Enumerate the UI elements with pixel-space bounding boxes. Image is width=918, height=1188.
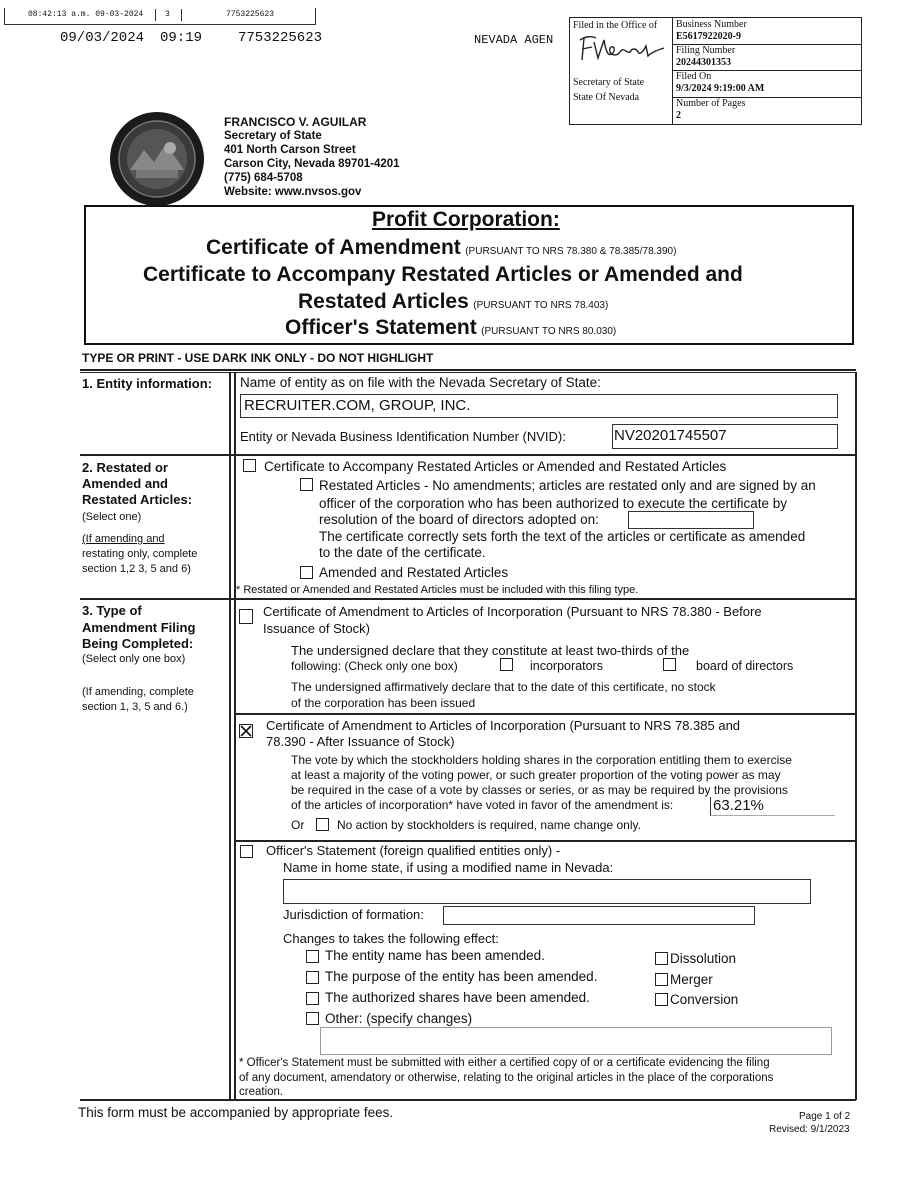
after-issuance-title-2: 78.390 - After Issuance of Stock) (266, 734, 455, 749)
board-of-directors-checkbox[interactable] (663, 658, 676, 671)
sos-city: Carson City, Nevada 89701-4201 (224, 158, 400, 170)
title-line4 (298, 290, 608, 314)
section3-label-1: 3. Type of (82, 603, 142, 618)
officers-statement-title: Officer's Statement (foreign qualified entities only) - (266, 843, 561, 858)
section2-note-1: (If amending and (82, 533, 165, 545)
section3-note-2: section 1, 3, 5 and 6.) (82, 701, 188, 713)
amended-restated-checkbox[interactable] (300, 566, 313, 579)
section3-select-one: (Select only one box) (82, 653, 186, 665)
entity-name-input[interactable] (240, 394, 838, 418)
filing-number: 20244301353 (676, 57, 731, 68)
fax-small-page: 3 (165, 10, 170, 19)
authorized-shares-checkbox[interactable] (306, 992, 319, 1005)
before-issuance-body-2: following: (Check only one box) (291, 659, 458, 673)
signature-image (572, 32, 668, 66)
restated-articles-line1: Restated Articles - No amendments; articles are restated only and are signed by an (319, 478, 816, 493)
instruction-text: TYPE OR PRINT - USE DARK INK ONLY - DO NOT HIGHLIGHT (82, 351, 434, 365)
section1-label: 1. Entity information: (82, 376, 212, 391)
business-number-label: Business Number (676, 19, 747, 30)
other-changes-checkbox[interactable] (306, 1012, 319, 1025)
restated-articles-line5: to the date of the certificate. (319, 545, 486, 560)
title-line2-sub: (PURSUANT TO NRS 78.380 & 78.385/78.390) (465, 246, 677, 257)
title-line3: Certificate to Accompany Restated Articles or Amended and (143, 263, 743, 286)
incorporators-label: incorporators (530, 659, 603, 673)
dissolution-label: Dissolution (670, 951, 737, 966)
entity-name-label: Name of entity as on file with the Nevada Secretary of State: (240, 375, 601, 390)
incorporators-checkbox[interactable] (500, 658, 513, 671)
title-profit-corporation: Profit Corporation: (372, 208, 560, 231)
conversion-label: Conversion (670, 992, 739, 1007)
restated-articles-line2: officer of the corporation who has been authorized to execute the certificate by (319, 496, 788, 511)
purpose-amended-label: The purpose of the entity has been amended. (325, 969, 598, 984)
before-issuance-body-4: of the corporation has been issued (291, 696, 476, 710)
sos-title: Secretary of State (224, 130, 322, 142)
sos-phone: (775) 684-5708 (224, 172, 303, 184)
title-officers-statement: Officer's Statement (285, 316, 477, 339)
dissolution-checkbox[interactable] (655, 952, 668, 965)
restated-certificate-label: Certificate to Accompany Restated Articles or Amended and Restated Articles (264, 459, 727, 474)
section2-label-1: 2. Restated or (82, 460, 168, 475)
fees-note: This form must be accompanied by appropriate fees. (78, 1105, 394, 1120)
title-restated-articles: Restated Articles (298, 290, 469, 313)
merger-label: Merger (670, 972, 713, 987)
before-issuance-body-3: The undersigned affirmatively declare that to the date of this certificate, no stock (291, 680, 716, 694)
filing-secretary: Secretary of State (573, 77, 645, 88)
sos-website: Website: www.nvsos.gov (224, 186, 362, 198)
section2-select-one: (Select one) (82, 511, 142, 523)
amended-restated-label: Amended and Restated Articles (319, 565, 509, 580)
home-state-name-label: Name in home state, if using a modified name in Nevada: (283, 860, 614, 875)
section3-note-1: (If amending, complete (82, 686, 194, 698)
business-number: E5617922020-9 (676, 31, 741, 42)
title-line4-sub: (PURSUANT TO NRS 78.403) (473, 300, 609, 311)
no-action-label: No action by stockholders is required, name change only. (337, 818, 641, 832)
officers-statement-checkbox[interactable] (240, 845, 253, 858)
before-issuance-title-1: Certificate of Amendment to Articles of Incorporation (Pursuant to NRS 78.380 - Before (263, 604, 762, 619)
section2-footnote: * Restated or Amended and Restated Articles must be included with this filing type. (236, 584, 639, 596)
jurisdiction-input[interactable] (443, 906, 755, 925)
jurisdiction-label: Jurisdiction of formation: (283, 907, 424, 922)
nevada-seal-icon (108, 110, 206, 208)
section2-label-3: Restated Articles: (82, 492, 193, 507)
entity-name-value: RECRUITER.COM, GROUP, INC. (244, 397, 471, 414)
after-issuance-body-2: at least a majority of the voting power, or such greater proportion of the voting power as may (291, 768, 781, 782)
nvid-value: NV20201745507 (614, 427, 727, 444)
before-issuance-checkbox[interactable] (239, 609, 253, 624)
other-changes-label: Other: (specify changes) (325, 1011, 473, 1026)
vote-percentage-value: 63.21% (713, 797, 764, 814)
after-issuance-body-4: of the articles of incorporation* have voted in favor of the amendment is: (291, 798, 674, 812)
before-issuance-title-2: Issuance of Stock) (263, 621, 370, 636)
sos-name: FRANCISCO V. AGUILAR (224, 115, 367, 129)
entity-name-amended-checkbox[interactable] (306, 950, 319, 963)
pages-label: Number of Pages (676, 98, 746, 109)
officers-footnote-1: * Officer's Statement must be submitted with either a certified copy of or a certificate evidencing the filing (239, 1057, 770, 1069)
fax-header-date: 09/03/2024 (60, 30, 145, 46)
before-issuance-body-1: The undersigned declare that they constitute at least two-thirds of the (291, 643, 690, 658)
authorized-shares-label: The authorized shares have been amended. (325, 990, 590, 1005)
board-of-directors-label: board of directors (696, 659, 794, 673)
officers-footnote-3: creation. (239, 1086, 284, 1098)
changes-label: Changes to takes the following effect: (283, 931, 499, 946)
after-issuance-body-1: The vote by which the stockholders holding shares in the corporation entitling them to exercise (291, 753, 792, 767)
page-number: Page 1 of 2 (799, 1111, 851, 1122)
revised-date: Revised: 9/1/2023 (769, 1124, 850, 1135)
filed-on-label: Filed On (676, 71, 712, 82)
entity-name-amended-label: The entity name has been amended. (325, 948, 545, 963)
conversion-checkbox[interactable] (655, 993, 668, 1006)
home-state-name-input[interactable] (283, 879, 811, 904)
checkmark-x-icon (240, 725, 252, 737)
board-resolution-date-input[interactable] (628, 511, 754, 529)
no-action-checkbox[interactable] (316, 818, 329, 831)
filed-on: 9/3/2024 9:19:00 AM (676, 83, 765, 94)
fax-header-time: 09:19 (160, 30, 203, 46)
section3-label-3: Being Completed: (82, 636, 194, 651)
fax-small-stamp: 08:42:13 a.m. 09-03-2024 (28, 10, 144, 19)
fax-agency: NEVADA AGEN (474, 33, 554, 47)
after-issuance-body-3: be required in the case of a vote by classes or series, or as may be required by the provisions (291, 783, 788, 797)
title-line5 (285, 316, 616, 340)
section3-label-2: Amendment Filing (82, 620, 196, 635)
after-issuance-title-1: Certificate of Amendment to Articles of Incorporation (Pursuant to NRS 78.385 and (266, 718, 741, 733)
title-line2 (206, 236, 676, 260)
filing-number-label: Filing Number (676, 45, 736, 56)
purpose-amended-checkbox[interactable] (306, 971, 319, 984)
filing-state: State Of Nevada (573, 92, 640, 103)
section2-note-3: section 1,2 3, 5 and 6) (82, 563, 191, 575)
merger-checkbox[interactable] (655, 973, 668, 986)
fax-header-number: 7753225623 (238, 30, 323, 46)
title-line5-sub: (PURSUANT TO NRS 80.030) (481, 326, 617, 337)
after-issuance-checkbox[interactable] (239, 724, 253, 738)
title-certificate-amendment: Certificate of Amendment (206, 236, 461, 259)
nvid-input[interactable] (612, 424, 838, 449)
officers-footnote-2: of any document, amendatory or otherwise, relating to the original articles in the place of the corporations (239, 1072, 774, 1084)
section2-note-2: restating only, complete (82, 548, 198, 560)
pages-value: 2 (676, 110, 681, 121)
restated-articles-line3: resolution of the board of directors adopted on: (319, 512, 599, 527)
restated-certificate-checkbox[interactable] (243, 459, 256, 472)
or-label: Or (291, 818, 305, 832)
nvid-label: Entity or Nevada Business Identification Number (NVID): (240, 429, 566, 444)
filing-filed-in: Filed in the Office of (573, 20, 658, 31)
sos-street: 401 North Carson Street (224, 144, 356, 156)
fax-small-number: 7753225623 (226, 10, 275, 19)
vote-percentage-field[interactable] (710, 797, 835, 816)
section2-label-2: Amended and (82, 476, 168, 491)
restated-articles-line4: The certificate correctly sets forth the text of the articles or certificate as amended (319, 529, 806, 544)
other-changes-input[interactable] (320, 1027, 832, 1055)
restated-articles-checkbox[interactable] (300, 478, 313, 491)
